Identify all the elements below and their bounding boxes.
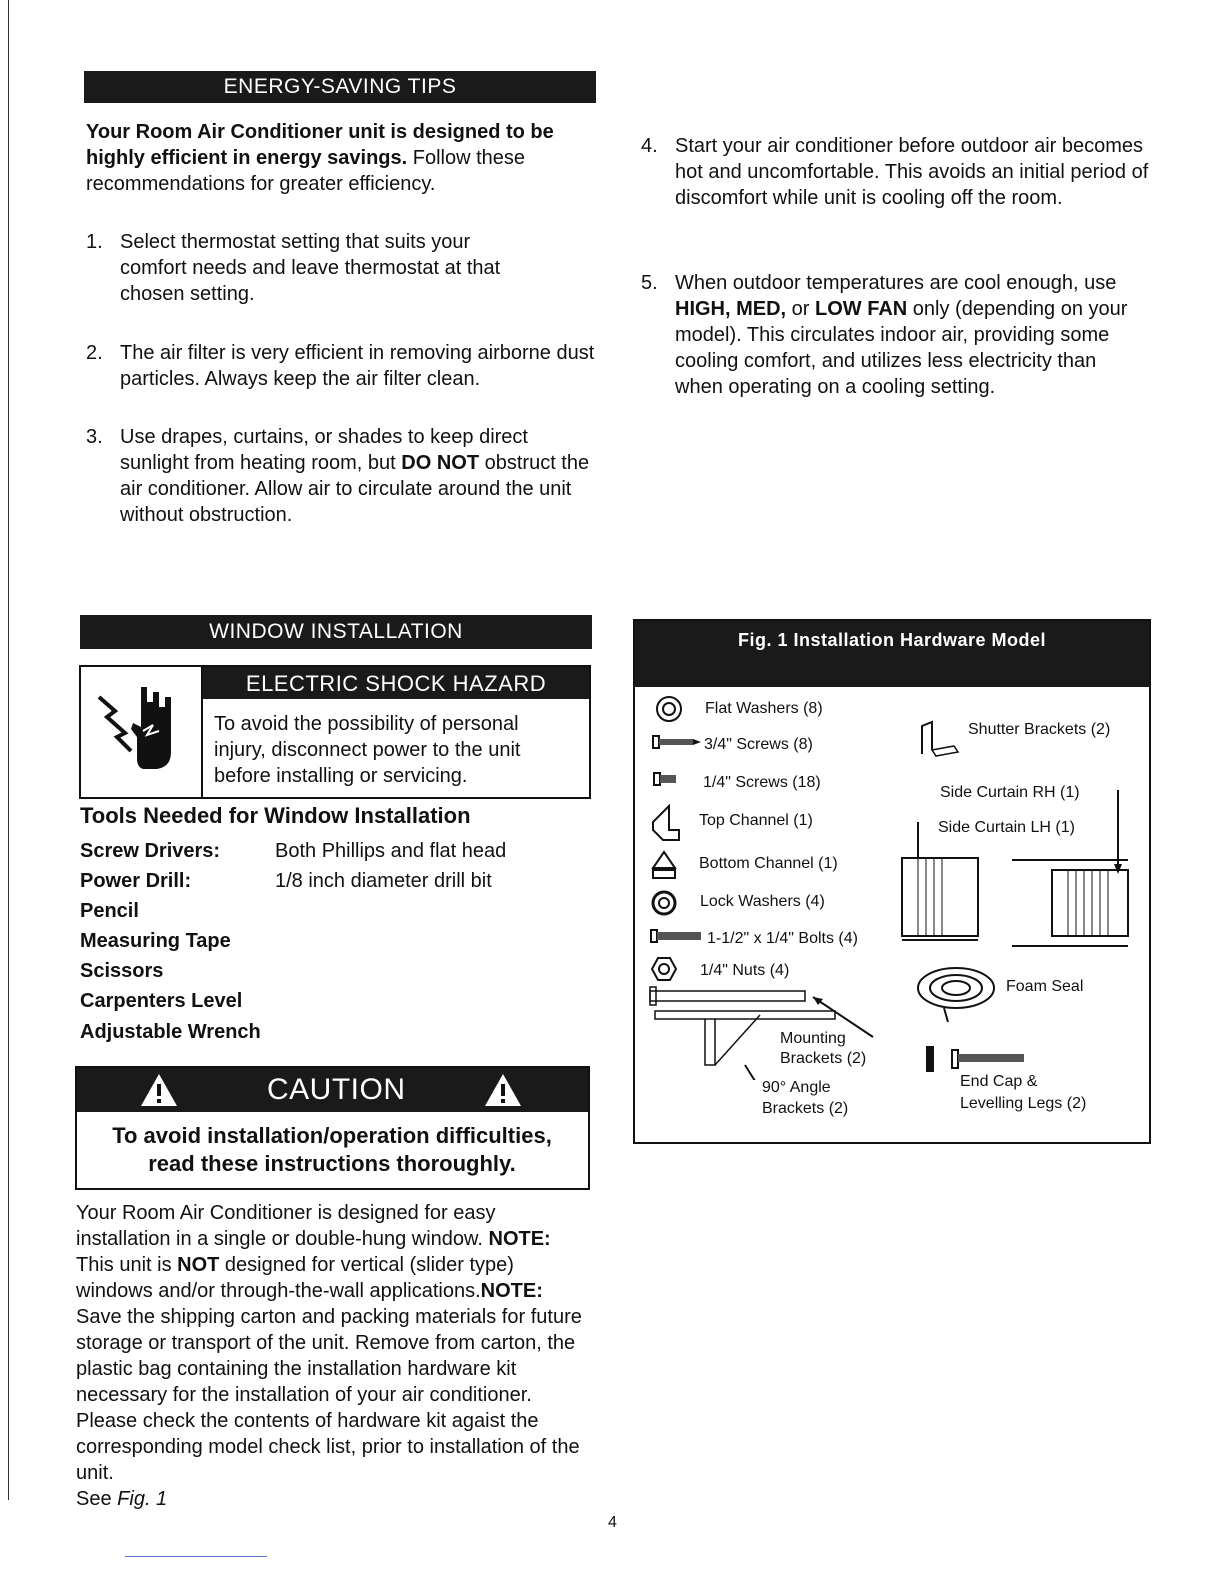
lock-washer-icon (650, 890, 678, 916)
see-label: See (76, 1488, 118, 1510)
fig-reference: Fig. 1 (117, 1488, 168, 1510)
foam-seal-icon (914, 962, 998, 1026)
tip-number: 1. (86, 231, 103, 253)
tool-name: Screw Drivers: (80, 840, 221, 862)
tip-text-bold1: HIGH, MED, (675, 298, 787, 320)
energy-tips-banner (84, 71, 596, 103)
tool-name: Adjustable Wrench (80, 1021, 261, 1043)
tool-value: 1/8 inch diameter drill bit (275, 870, 492, 892)
nut-icon (650, 956, 678, 982)
caution-title: CAUTION (267, 1073, 406, 1106)
electric-shock-hand-icon (81, 667, 201, 797)
top-channel-icon (649, 804, 683, 842)
caution-text: To avoid installation/operation difficulties, read these instructions thoroughly. (112, 1123, 552, 1176)
shutter-bracket-icon (918, 720, 962, 760)
hw-end-cap-b: Levelling Legs (2) (960, 1095, 1087, 1112)
tool-name: Carpenters Level (80, 990, 243, 1012)
screw-14-icon (652, 771, 682, 787)
flat-washer-icon (654, 695, 684, 723)
hw-end-cap-a: End Cap & (960, 1073, 1038, 1090)
screw-34-icon (651, 734, 703, 750)
hw-nuts: 1/4" Nuts (4) (700, 962, 790, 979)
install-paragraph (76, 1200, 588, 1512)
figure-title: Fig. 1 Installation Hardware Model (737, 630, 1047, 650)
hw-side-curtain-lh: Side Curtain LH (1) (938, 819, 1075, 836)
hw-flat-washers: Flat Washers (8) (705, 700, 823, 717)
hw-screws-14: 1/4" Screws (18) (703, 774, 821, 791)
energy-tips-title: ENERGY-SAVING TIPS (223, 75, 457, 98)
end-cap-icon (924, 1042, 1034, 1076)
hazard-title: ELECTRIC SHOCK HAZARD (245, 671, 547, 696)
bolt-icon (649, 928, 705, 944)
tip-text-a: Use drapes, curtains, or shades to keep direct sunlight from heating room, but (120, 426, 528, 474)
tip-number: 3. (86, 426, 103, 448)
warning-triangle-icon (139, 1072, 179, 1108)
tip-text-b: only (depending on your model). This circulates indoor air, providing some cooling comfort, and utilizes less electricity than when operating on a cooling setting. (675, 298, 1128, 398)
caution-box (75, 1066, 590, 1190)
tip-number: 5. (641, 272, 658, 294)
hw-foam-seal: Foam Seal (1006, 978, 1084, 995)
tool-name: Pencil (80, 900, 139, 922)
energy-intro-bold: Your Room Air Conditioner unit is designed to be highly efficient in energy savings. (86, 121, 554, 169)
hw-angle-a: 90° Angle (762, 1079, 831, 1096)
tool-value: Both Phillips and flat head (275, 840, 507, 862)
hazard-title-bar (203, 667, 589, 699)
window-installation-banner (80, 615, 592, 649)
energy-intro-rest: Follow these recommendations for greater efficiency. (86, 147, 526, 195)
side-curtain-icon (898, 780, 1134, 956)
tip-text-a: When outdoor temperatures are cool enough, use (675, 272, 1117, 294)
figure-title-bar (635, 621, 1149, 687)
energy-intro (86, 119, 586, 197)
tools-title: Tools Needed for Window Installation (80, 803, 471, 828)
footer-rule (125, 1556, 267, 1557)
window-installation-title: WINDOW INSTALLATION (209, 620, 463, 643)
hw-angle-b: Brackets (2) (762, 1100, 849, 1117)
page-number: 4 (608, 1514, 617, 1531)
caution-bar (77, 1068, 588, 1112)
hw-bottom-channel: Bottom Channel (1) (699, 855, 838, 872)
not-label: NOT (177, 1254, 220, 1276)
hw-shutter-brackets: Shutter Brackets (2) (968, 721, 1111, 738)
hw-screws-34: 3/4" Screws (8) (704, 736, 813, 753)
warning-triangle-icon (483, 1072, 523, 1108)
hw-mounting-a: Mounting (780, 1030, 846, 1047)
para-d: Save the shipping carton and packing materials for future storage or transport of the unit. Remove from carton, the plastic bag containing the installation hardware kit necessary for the installation of your air conditioner. Please check the contents of hardware kit agaist the corresponding model check list, prior to installation of the unit. (76, 1306, 582, 1484)
hw-top-channel: Top Channel (1) (699, 812, 813, 829)
hazard-box (79, 665, 591, 799)
page-margin-line (8, 0, 9, 1500)
tool-name: Measuring Tape (80, 930, 231, 952)
note-label: NOTE: (480, 1280, 543, 1302)
para-a: Your Room Air Conditioner is designed for easy installation in a single or double-hung window. (76, 1202, 496, 1250)
tip-text: Start your air conditioner before outdoor air becomes hot and uncomfortable. This avoids an initial period of discomfort while unit is cooling off the room. (675, 135, 1149, 209)
note-label: NOTE: (488, 1228, 551, 1250)
tip-text-bold: DO NOT (401, 452, 480, 474)
tip-text: The air filter is very efficient in removing airborne dust particles. Always keep the air filter clean. (120, 342, 595, 390)
tip-text-bold2: LOW FAN (815, 298, 908, 320)
hazard-text: To avoid the possibility of personal injury, disconnect power to the unit before installing or servicing. (214, 713, 521, 787)
tip-text-mid: or (786, 298, 816, 320)
tool-name: Scissors (80, 960, 164, 982)
tip-text (120, 424, 590, 528)
para-c: designed for vertical (slider type) windows and/or through-the-wall applications. (76, 1254, 514, 1302)
tip-number: 4. (641, 135, 658, 157)
tool-name: Power Drill: (80, 870, 192, 892)
hw-bolts: 1-1/2" x 1/4" Bolts (4) (707, 930, 858, 947)
tip-text: Select thermostat setting that suits your comfort needs and leave thermostat at that chosen setting. (120, 231, 501, 305)
hw-side-curtain-rh: Side Curtain RH (1) (940, 784, 1080, 801)
para-b: This unit is (76, 1254, 178, 1276)
hw-mounting-b: Brackets (2) (780, 1050, 867, 1067)
tip-text-b: obstruct the air conditioner. Allow air to circulate around the unit without obstruction. (120, 452, 590, 526)
bottom-channel-icon (649, 850, 679, 880)
tip-text (675, 270, 1137, 400)
hazard-icon-box (81, 667, 203, 797)
tip-number: 2. (86, 342, 103, 364)
hw-lock-washers: Lock Washers (4) (700, 893, 825, 910)
